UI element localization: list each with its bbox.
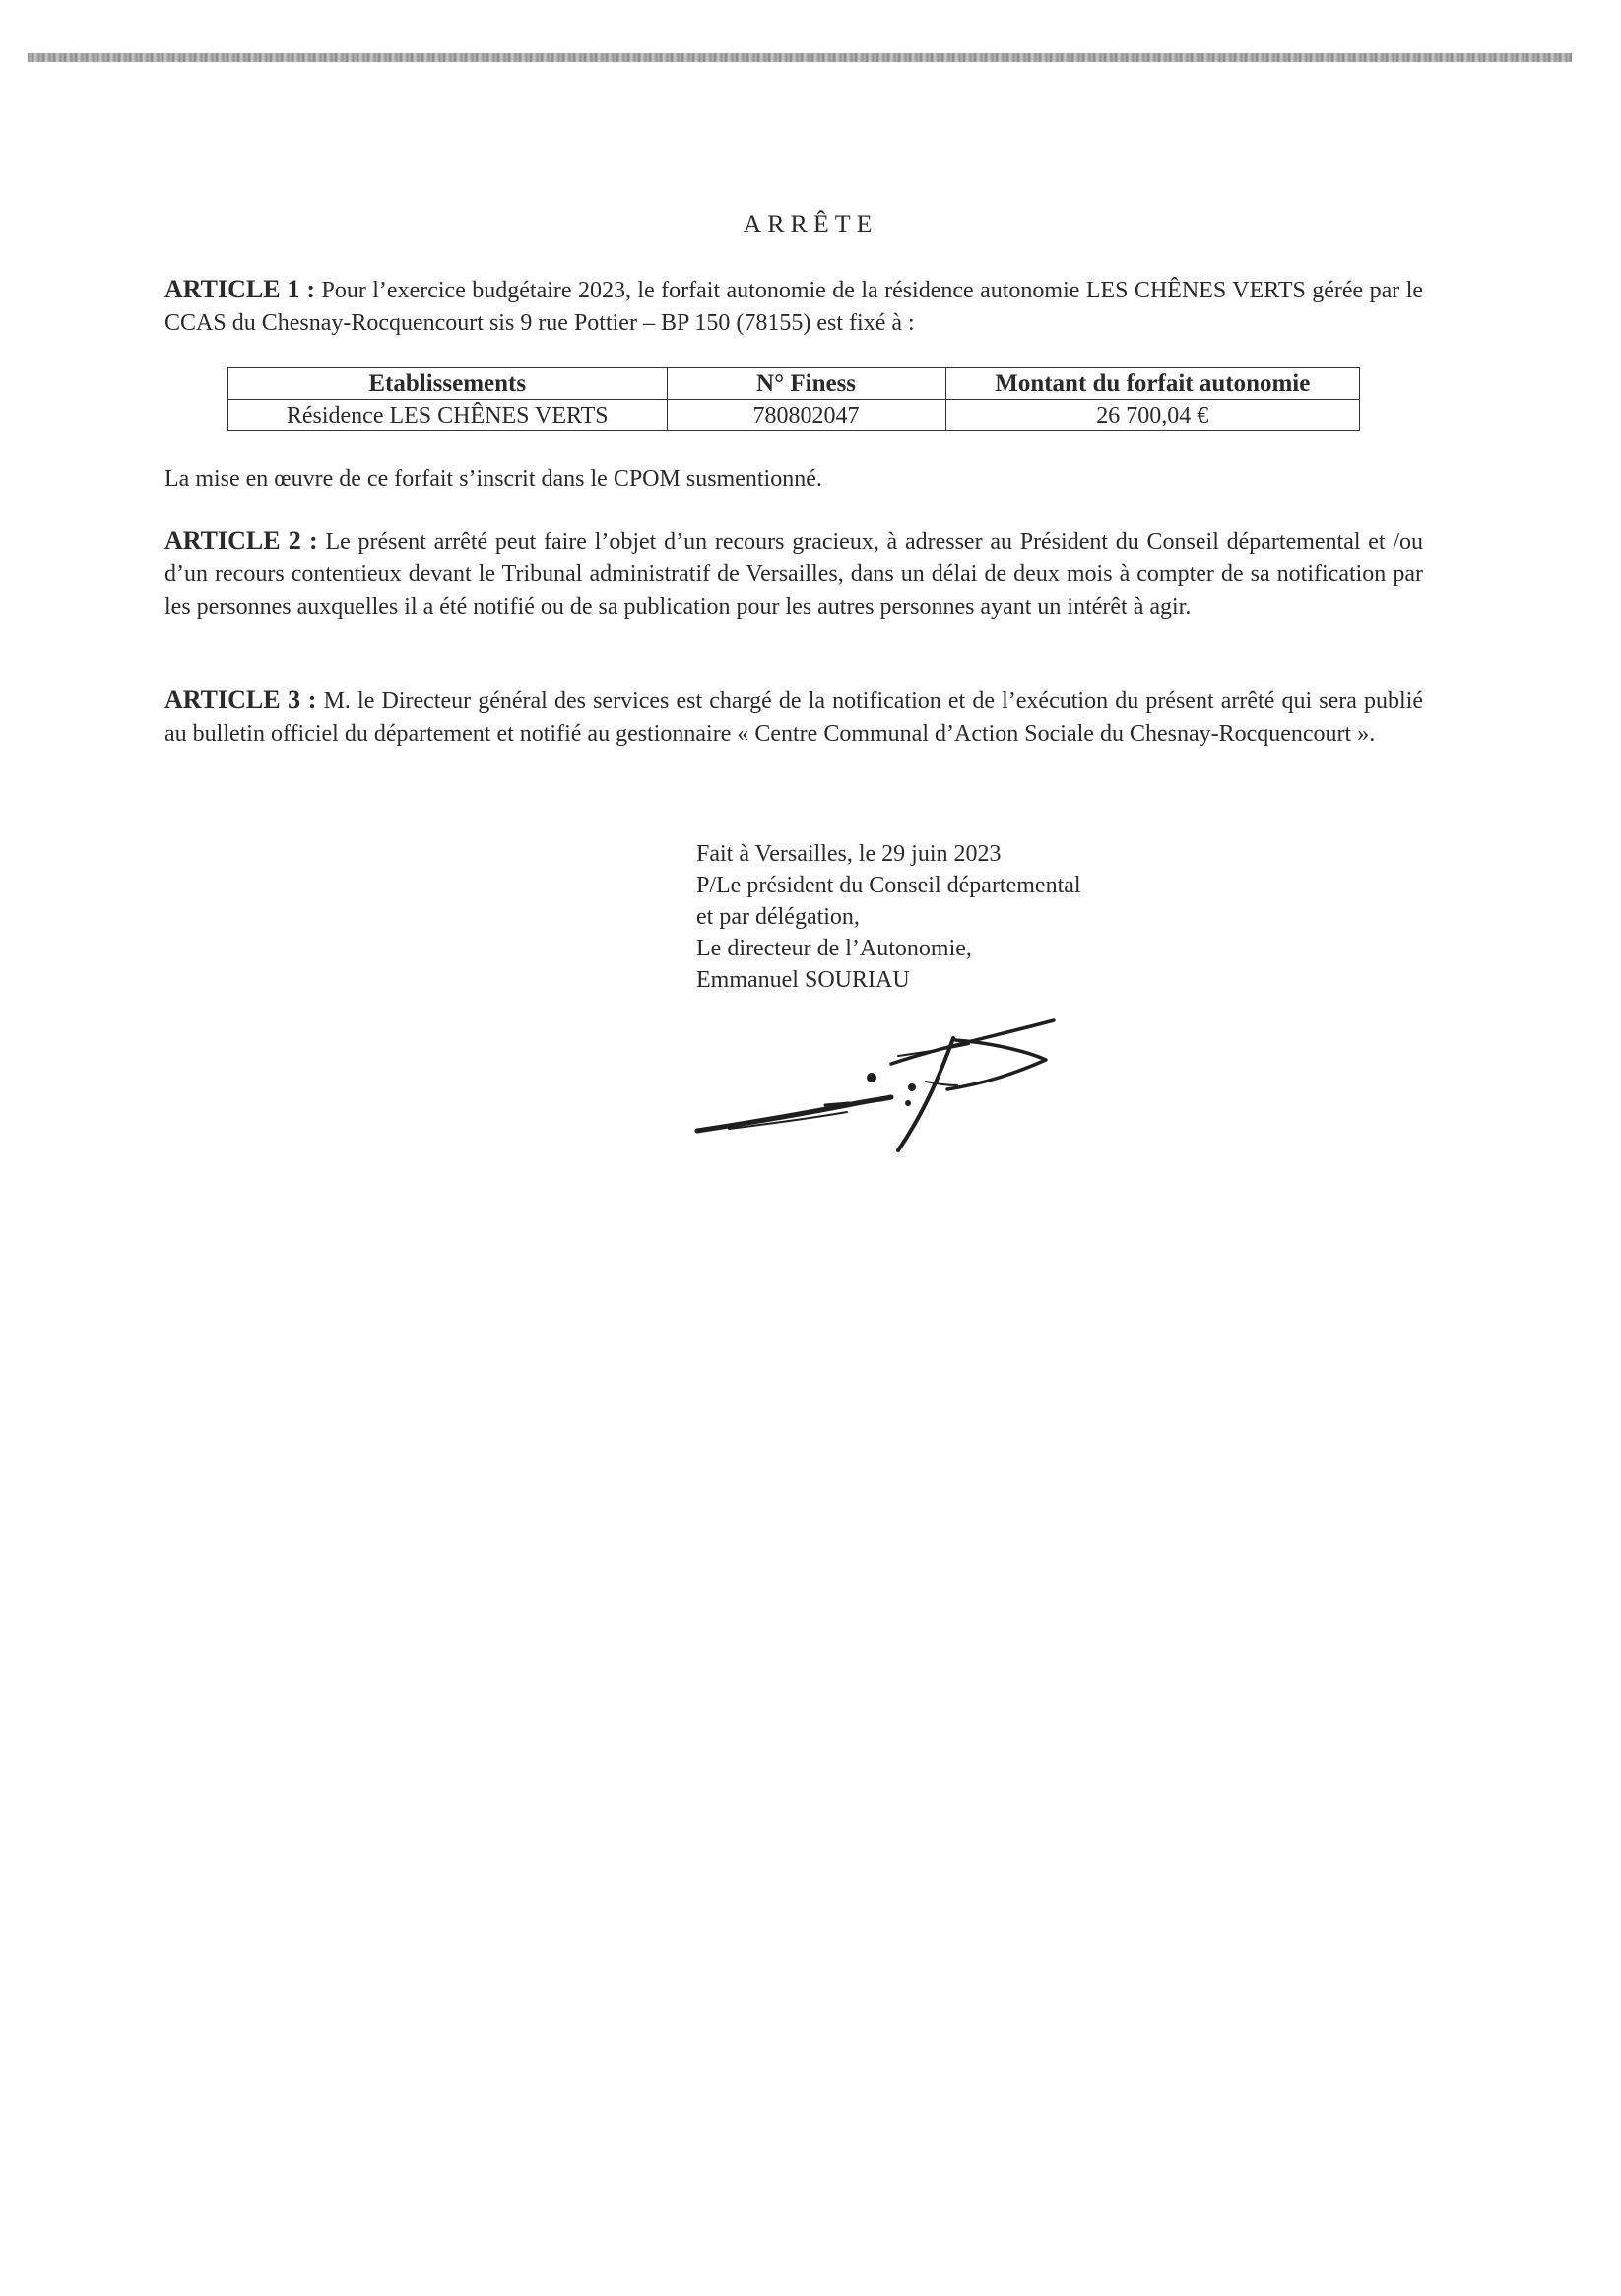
article-1-label: ARTICLE 1 : xyxy=(164,275,316,303)
cell-finess: 780802047 xyxy=(667,400,945,431)
article-2-label: ARTICLE 2 : xyxy=(164,526,318,555)
table-header-row xyxy=(228,368,1360,400)
signatory-name: Emmanuel SOURIAU xyxy=(696,967,910,993)
signature-dot xyxy=(867,1073,876,1082)
header-montant: Montant du forfait autonomie xyxy=(945,368,1359,400)
scan-edge-artifact xyxy=(28,53,1572,62)
signature-dot xyxy=(905,1100,911,1106)
article-1 xyxy=(164,273,1423,340)
signature-dot xyxy=(908,1083,916,1091)
delegation-line: et par délégation, xyxy=(696,904,860,930)
cell-etablissement: Résidence LES CHÊNES VERTS xyxy=(228,400,668,431)
cpom-note: La mise en œuvre de ce forfait s’inscrit dans le CPOM susmentionné. xyxy=(164,466,822,492)
director-line: Le directeur de l’Autonomie, xyxy=(696,936,972,961)
signatory-title: P/Le président du Conseil départemental xyxy=(696,873,1081,898)
table-row xyxy=(228,400,1360,431)
signature-block xyxy=(696,838,1248,996)
article-2-text: Le présent arrêté peut faire l’objet d’un recours gracieux, à adresser au Président du Conseil départemental et /ou d’un recours contentieux devant le Tribunal administratif de Versailles, dans un délai de deux mois à compter de sa notification par les personnes auxquelles il a été notifié ou de sa publication pour les autres personnes ayant un intérêt à agir. xyxy=(164,529,1424,620)
article-3 xyxy=(164,684,1423,751)
handwritten-signature xyxy=(689,995,1083,1167)
place-date: Fait à Versailles, le 29 juin 2023 xyxy=(696,841,1002,867)
cell-montant: 26 700,04 € xyxy=(945,400,1359,431)
article-2 xyxy=(164,524,1423,623)
finess-table xyxy=(227,367,1360,431)
header-finess: N° Finess xyxy=(667,368,945,400)
page-title: ARRÊTE xyxy=(743,210,878,238)
header-etablissements: Etablissements xyxy=(228,368,668,400)
article-1-text: Pour l’exercice budgétaire 2023, le forfait autonomie de la résidence autonomie LES CHÊNES VERTS gérée par le CCAS du Chesnay-Rocquencourt sis 9 rue Pottier – BP 150 (78155) est fixé à : xyxy=(164,278,1424,336)
article-3-text: M. le Directeur général des services est chargé de la notification et de l’exécution du présent arrêté qui sera publié au bulletin officiel du département et notifié au gestionnaire « Centre Communal d’Action Sociale du Chesnay-Rocquencourt ». xyxy=(164,689,1424,747)
article-3-label: ARTICLE 3 : xyxy=(164,686,317,714)
